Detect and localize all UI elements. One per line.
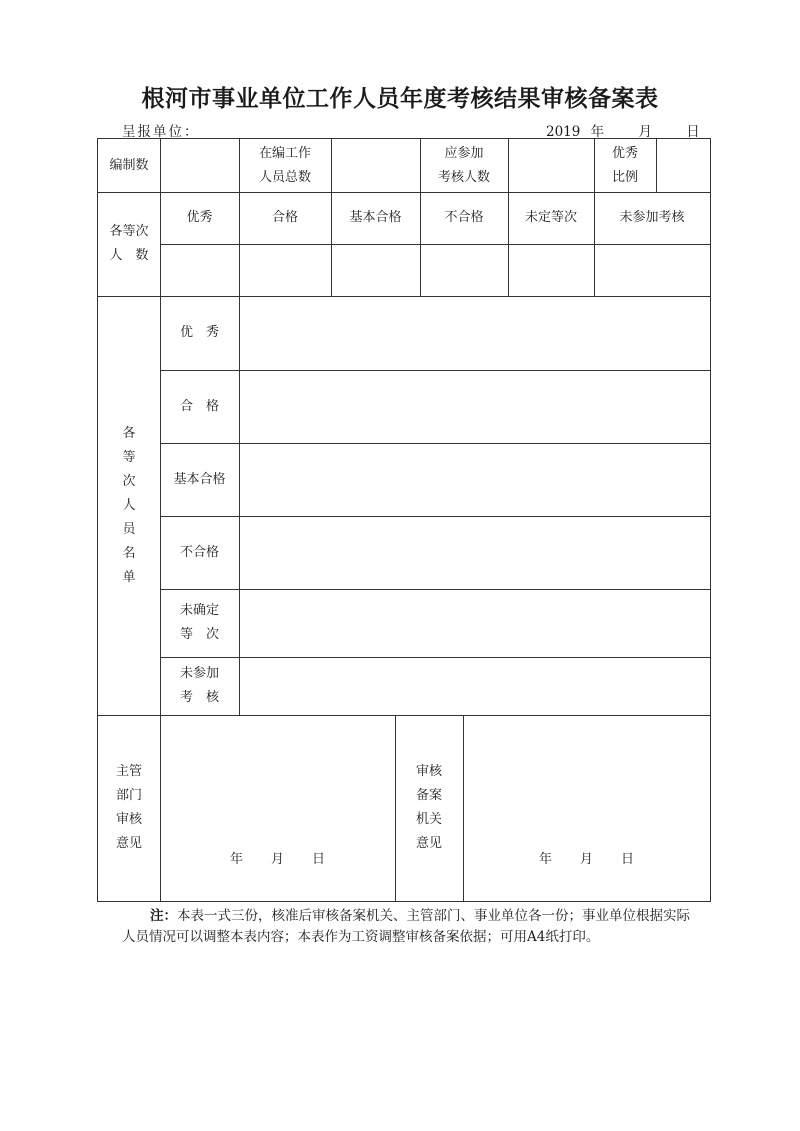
report-day-char: 日 xyxy=(686,124,700,140)
filing-opinion-label: 审核 备案 机关 意见 xyxy=(415,764,442,851)
names-input-undetermined[interactable] xyxy=(239,589,710,657)
count-input-qualified[interactable] xyxy=(239,244,331,296)
form-title: 根河市事业单位工作人员年度考核结果审核备案表 xyxy=(141,85,659,112)
names-label-excellent: 优 秀 xyxy=(179,325,219,340)
count-header-excellent: 优秀 xyxy=(186,210,213,225)
names-label-undetermined: 未确定 等 次 xyxy=(179,603,219,642)
total-staff-label: 在编工作 人员总数 xyxy=(258,145,311,185)
names-label-qualified: 合 格 xyxy=(179,398,219,414)
grade-names-label: 各 等 次 人 员 名 单 xyxy=(122,425,136,585)
names-input-unqualified[interactable] xyxy=(239,516,710,589)
count-header-qualified: 合格 xyxy=(271,210,298,225)
names-input-not-assessed[interactable] xyxy=(239,657,710,715)
count-header-not-assessed: 未参加考核 xyxy=(619,210,685,225)
should-join-label: 应参加 考核人数 xyxy=(437,145,490,185)
count-header-basic-qualified: 基本合格 xyxy=(349,210,402,225)
names-input-qualified[interactable] xyxy=(239,370,710,443)
count-header-unqualified: 不合格 xyxy=(444,210,484,225)
filing-opinion-date xyxy=(463,845,710,875)
report-date xyxy=(546,120,700,140)
footnote xyxy=(122,906,702,948)
total-staff-input[interactable] xyxy=(331,139,420,192)
count-input-basic-qualified[interactable] xyxy=(331,244,420,296)
dept-date-year: 年 xyxy=(229,852,243,867)
report-year-char: 年 xyxy=(590,124,605,140)
names-label-basic-qualified: 基本合格 xyxy=(173,471,226,487)
staffing-input[interactable] xyxy=(160,139,239,192)
submitter-label: 呈报单位： xyxy=(122,124,200,140)
dept-opinion-date xyxy=(160,845,395,875)
dept-date-day: 日 xyxy=(312,852,326,867)
names-input-basic-qualified[interactable] xyxy=(239,443,710,516)
names-label-not-assessed: 未参加 考 核 xyxy=(179,666,219,705)
count-input-excellent[interactable] xyxy=(160,244,239,296)
count-input-unqualified[interactable] xyxy=(420,244,508,296)
report-year: 2019 xyxy=(546,124,581,140)
report-month-char: 月 xyxy=(638,124,652,140)
count-header-undetermined: 未定等次 xyxy=(524,210,577,225)
grade-counts-label: 各等次 人 数 xyxy=(109,224,149,263)
dept-date-month: 月 xyxy=(270,852,284,867)
excellent-ratio-input[interactable] xyxy=(656,139,710,192)
filing-date-day: 日 xyxy=(621,852,635,867)
count-input-undetermined[interactable] xyxy=(508,244,594,296)
names-input-excellent[interactable] xyxy=(239,296,710,370)
excellent-ratio-label: 优秀 比例 xyxy=(611,145,638,185)
should-join-input[interactable] xyxy=(508,139,594,192)
staffing-label: 编制数 xyxy=(109,157,149,173)
filing-form xyxy=(97,138,711,902)
filing-date-month: 月 xyxy=(579,852,593,867)
footnote-text: 本表一式三份，核准后审核备案机关、主管部门、事业单位各一份；事业单位根据实际人员情况可以调整本表内容；本表作为工资调整审核备案依据；可用A4纸打印。 xyxy=(122,908,690,945)
filing-date-year: 年 xyxy=(538,852,552,867)
count-input-not-assessed[interactable] xyxy=(594,244,710,296)
dept-opinion-label: 主管 部门 审核 意见 xyxy=(115,764,142,851)
names-label-unqualified: 不合格 xyxy=(179,544,219,560)
footnote-lead: 注： xyxy=(150,908,177,924)
